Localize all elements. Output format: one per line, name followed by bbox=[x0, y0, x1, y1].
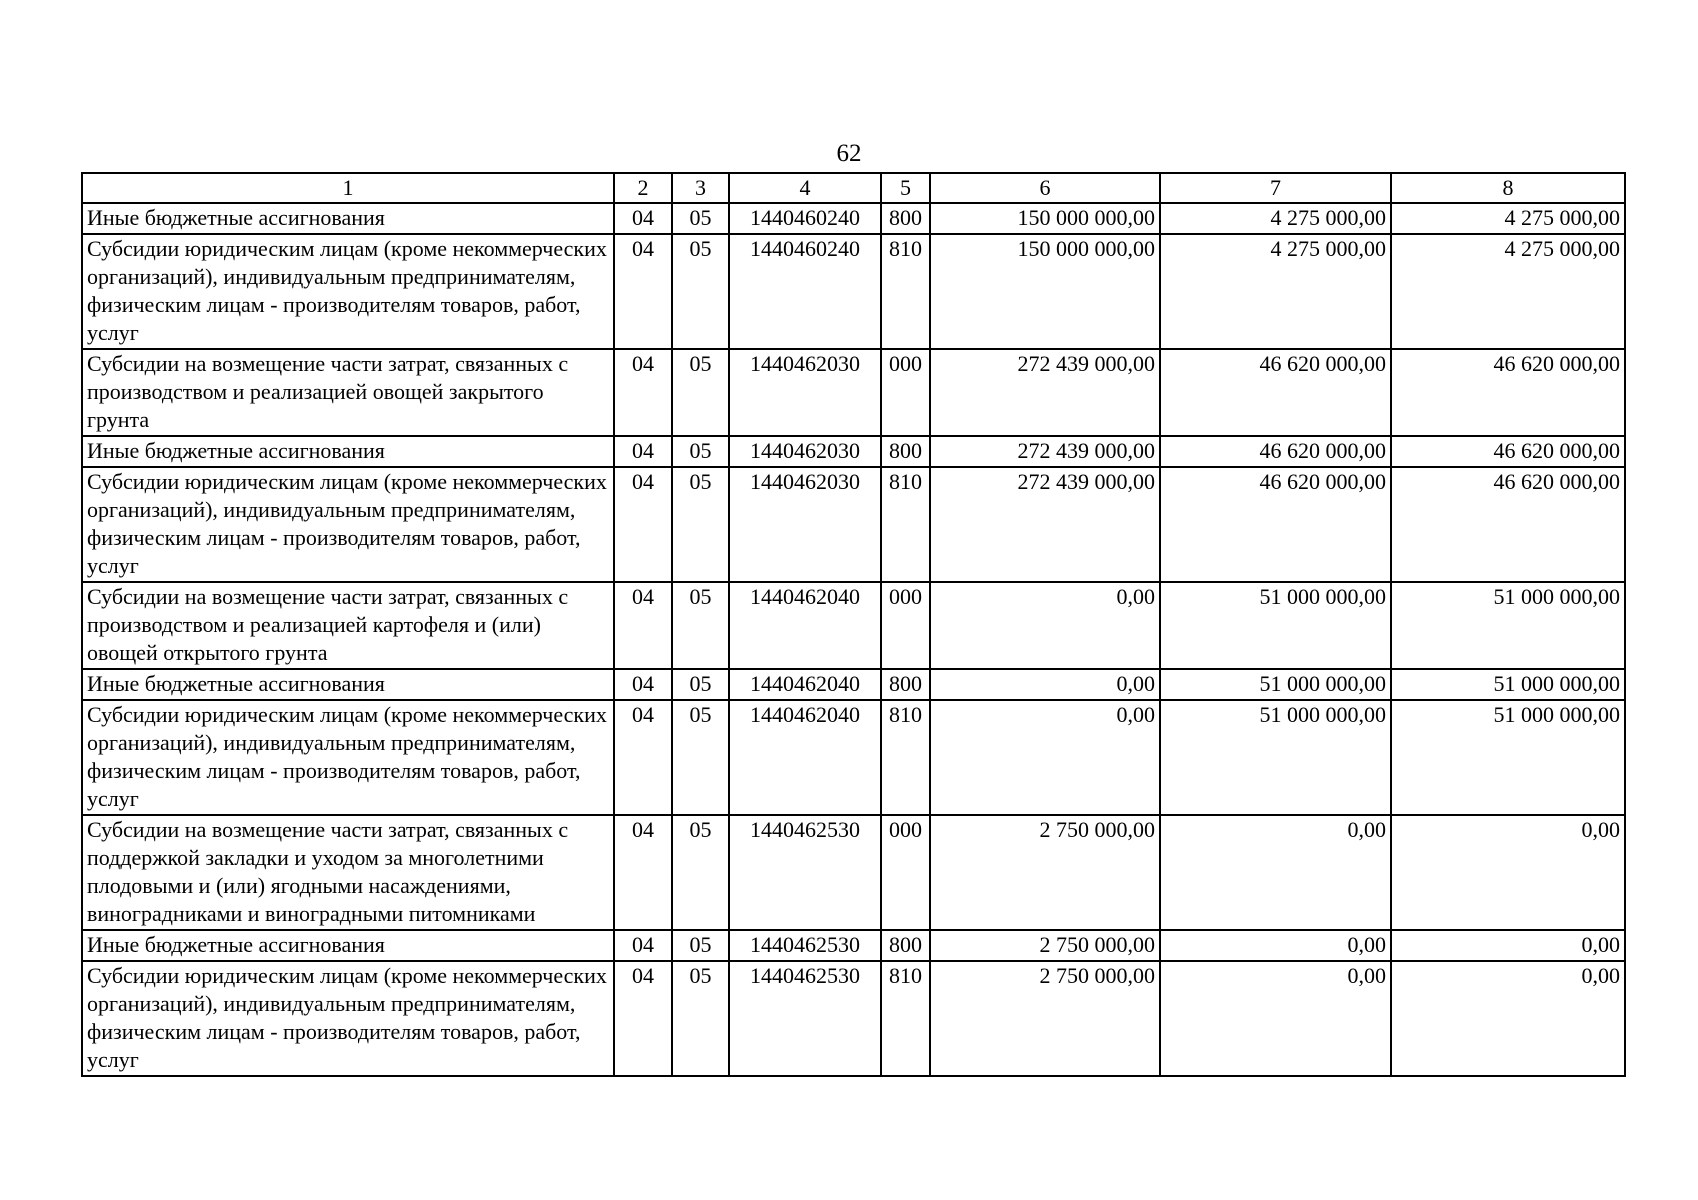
amount-col6-cell: 272 439 000,00 bbox=[930, 436, 1160, 467]
amount-col7-cell: 46 620 000,00 bbox=[1160, 467, 1391, 582]
table-row bbox=[82, 349, 1625, 436]
column-header: 1 bbox=[82, 173, 614, 203]
expense-type-cell: 000 bbox=[881, 582, 930, 669]
amount-col6-cell: 2 750 000,00 bbox=[930, 930, 1160, 961]
expense-type-cell: 000 bbox=[881, 815, 930, 930]
target-article-cell: 1440462030 bbox=[729, 436, 881, 467]
amount-col6-cell: 2 750 000,00 bbox=[930, 815, 1160, 930]
column-header: 6 bbox=[930, 173, 1160, 203]
row-name-cell: Субсидии юридическим лицам (кроме некоммерческих организаций), индивидуальным предпринимателям, физическим лицам - производителям товаров, работ, услуг bbox=[82, 961, 614, 1076]
target-article-cell: 1440462530 bbox=[729, 961, 881, 1076]
amount-col8-cell: 51 000 000,00 bbox=[1391, 669, 1625, 700]
amount-col7-cell: 46 620 000,00 bbox=[1160, 349, 1391, 436]
section-cell: 04 bbox=[614, 234, 672, 349]
expense-type-cell: 000 bbox=[881, 349, 930, 436]
table-row bbox=[82, 930, 1625, 961]
amount-col6-cell: 0,00 bbox=[930, 700, 1160, 815]
subsection-cell: 05 bbox=[672, 961, 729, 1076]
amount-col6-cell: 150 000 000,00 bbox=[930, 234, 1160, 349]
amount-col8-cell: 51 000 000,00 bbox=[1391, 700, 1625, 815]
column-header: 2 bbox=[614, 173, 672, 203]
table-row bbox=[82, 669, 1625, 700]
section-cell: 04 bbox=[614, 203, 672, 234]
column-header: 3 bbox=[672, 173, 729, 203]
target-article-cell: 1440462530 bbox=[729, 815, 881, 930]
subsection-cell: 05 bbox=[672, 700, 729, 815]
amount-col8-cell: 46 620 000,00 bbox=[1391, 436, 1625, 467]
amount-col6-cell: 150 000 000,00 bbox=[930, 203, 1160, 234]
target-article-cell: 1440460240 bbox=[729, 234, 881, 349]
subsection-cell: 05 bbox=[672, 815, 729, 930]
amount-col6-cell: 2 750 000,00 bbox=[930, 961, 1160, 1076]
section-cell: 04 bbox=[614, 436, 672, 467]
section-cell: 04 bbox=[614, 930, 672, 961]
amount-col7-cell: 0,00 bbox=[1160, 961, 1391, 1076]
amount-col8-cell: 46 620 000,00 bbox=[1391, 467, 1625, 582]
amount-col7-cell: 4 275 000,00 bbox=[1160, 234, 1391, 349]
target-article-cell: 1440462030 bbox=[729, 467, 881, 582]
subsection-cell: 05 bbox=[672, 234, 729, 349]
section-cell: 04 bbox=[614, 815, 672, 930]
section-cell: 04 bbox=[614, 961, 672, 1076]
table-row bbox=[82, 467, 1625, 582]
target-article-cell: 1440462040 bbox=[729, 582, 881, 669]
subsection-cell: 05 bbox=[672, 203, 729, 234]
amount-col8-cell: 0,00 bbox=[1391, 815, 1625, 930]
amount-col7-cell: 4 275 000,00 bbox=[1160, 203, 1391, 234]
row-name-cell: Субсидии на возмещение части затрат, связанных с производством и реализацией овощей закрытого грунта bbox=[82, 349, 614, 436]
column-header: 8 bbox=[1391, 173, 1625, 203]
column-header: 4 bbox=[729, 173, 881, 203]
expense-type-cell: 810 bbox=[881, 700, 930, 815]
row-name-cell: Субсидии на возмещение части затрат, связанных с производством и реализацией картофеля и (или) овощей открытого грунта bbox=[82, 582, 614, 669]
expense-type-cell: 810 bbox=[881, 467, 930, 582]
target-article-cell: 1440460240 bbox=[729, 203, 881, 234]
target-article-cell: 1440462040 bbox=[729, 700, 881, 815]
amount-col8-cell: 4 275 000,00 bbox=[1391, 234, 1625, 349]
table-row bbox=[82, 815, 1625, 930]
header-row bbox=[82, 173, 1625, 203]
table-row bbox=[82, 203, 1625, 234]
row-name-cell: Иные бюджетные ассигнования bbox=[82, 930, 614, 961]
amount-col6-cell: 272 439 000,00 bbox=[930, 349, 1160, 436]
row-name-cell: Иные бюджетные ассигнования bbox=[82, 436, 614, 467]
target-article-cell: 1440462030 bbox=[729, 349, 881, 436]
amount-col8-cell: 0,00 bbox=[1391, 930, 1625, 961]
amount-col7-cell: 51 000 000,00 bbox=[1160, 669, 1391, 700]
amount-col8-cell: 46 620 000,00 bbox=[1391, 349, 1625, 436]
expense-type-cell: 800 bbox=[881, 669, 930, 700]
amount-col7-cell: 51 000 000,00 bbox=[1160, 700, 1391, 815]
expense-type-cell: 810 bbox=[881, 234, 930, 349]
expense-type-cell: 800 bbox=[881, 930, 930, 961]
amount-col8-cell: 51 000 000,00 bbox=[1391, 582, 1625, 669]
row-name-cell: Субсидии юридическим лицам (кроме некоммерческих организаций), индивидуальным предпринимателям, физическим лицам - производителям товаров, работ, услуг bbox=[82, 467, 614, 582]
target-article-cell: 1440462530 bbox=[729, 930, 881, 961]
expense-type-cell: 810 bbox=[881, 961, 930, 1076]
row-name-cell: Субсидии юридическим лицам (кроме некоммерческих организаций), индивидуальным предпринимателям, физическим лицам - производителям товаров, работ, услуг bbox=[82, 234, 614, 349]
expense-type-cell: 800 bbox=[881, 203, 930, 234]
amount-col7-cell: 46 620 000,00 bbox=[1160, 436, 1391, 467]
budget-table bbox=[81, 172, 1626, 1077]
page-number: 62 bbox=[836, 140, 862, 167]
row-name-cell: Субсидии юридическим лицам (кроме некоммерческих организаций), индивидуальным предпринимателям, физическим лицам - производителям товаров, работ, услуг bbox=[82, 700, 614, 815]
subsection-cell: 05 bbox=[672, 467, 729, 582]
row-name-cell: Иные бюджетные ассигнования bbox=[82, 203, 614, 234]
table-row bbox=[82, 436, 1625, 467]
amount-col6-cell: 0,00 bbox=[930, 582, 1160, 669]
section-cell: 04 bbox=[614, 669, 672, 700]
table-row bbox=[82, 234, 1625, 349]
subsection-cell: 05 bbox=[672, 436, 729, 467]
column-header: 5 bbox=[881, 173, 930, 203]
row-name-cell: Субсидии на возмещение части затрат, связанных с поддержкой закладки и уходом за многолетними плодовыми и (или) ягодными насаждениями, виноградниками и виноградными питомниками bbox=[82, 815, 614, 930]
amount-col7-cell: 0,00 bbox=[1160, 815, 1391, 930]
amount-col8-cell: 0,00 bbox=[1391, 961, 1625, 1076]
row-name-cell: Иные бюджетные ассигнования bbox=[82, 669, 614, 700]
subsection-cell: 05 bbox=[672, 582, 729, 669]
section-cell: 04 bbox=[614, 582, 672, 669]
target-article-cell: 1440462040 bbox=[729, 669, 881, 700]
table-row bbox=[82, 582, 1625, 669]
table-row bbox=[82, 700, 1625, 815]
amount-col6-cell: 0,00 bbox=[930, 669, 1160, 700]
section-cell: 04 bbox=[614, 349, 672, 436]
section-cell: 04 bbox=[614, 700, 672, 815]
table-row bbox=[82, 961, 1625, 1076]
subsection-cell: 05 bbox=[672, 349, 729, 436]
column-header: 7 bbox=[1160, 173, 1391, 203]
amount-col8-cell: 4 275 000,00 bbox=[1391, 203, 1625, 234]
amount-col6-cell: 272 439 000,00 bbox=[930, 467, 1160, 582]
amount-col7-cell: 0,00 bbox=[1160, 930, 1391, 961]
amount-col7-cell: 51 000 000,00 bbox=[1160, 582, 1391, 669]
expense-type-cell: 800 bbox=[881, 436, 930, 467]
subsection-cell: 05 bbox=[672, 930, 729, 961]
section-cell: 04 bbox=[614, 467, 672, 582]
subsection-cell: 05 bbox=[672, 669, 729, 700]
table-body bbox=[82, 203, 1625, 1076]
